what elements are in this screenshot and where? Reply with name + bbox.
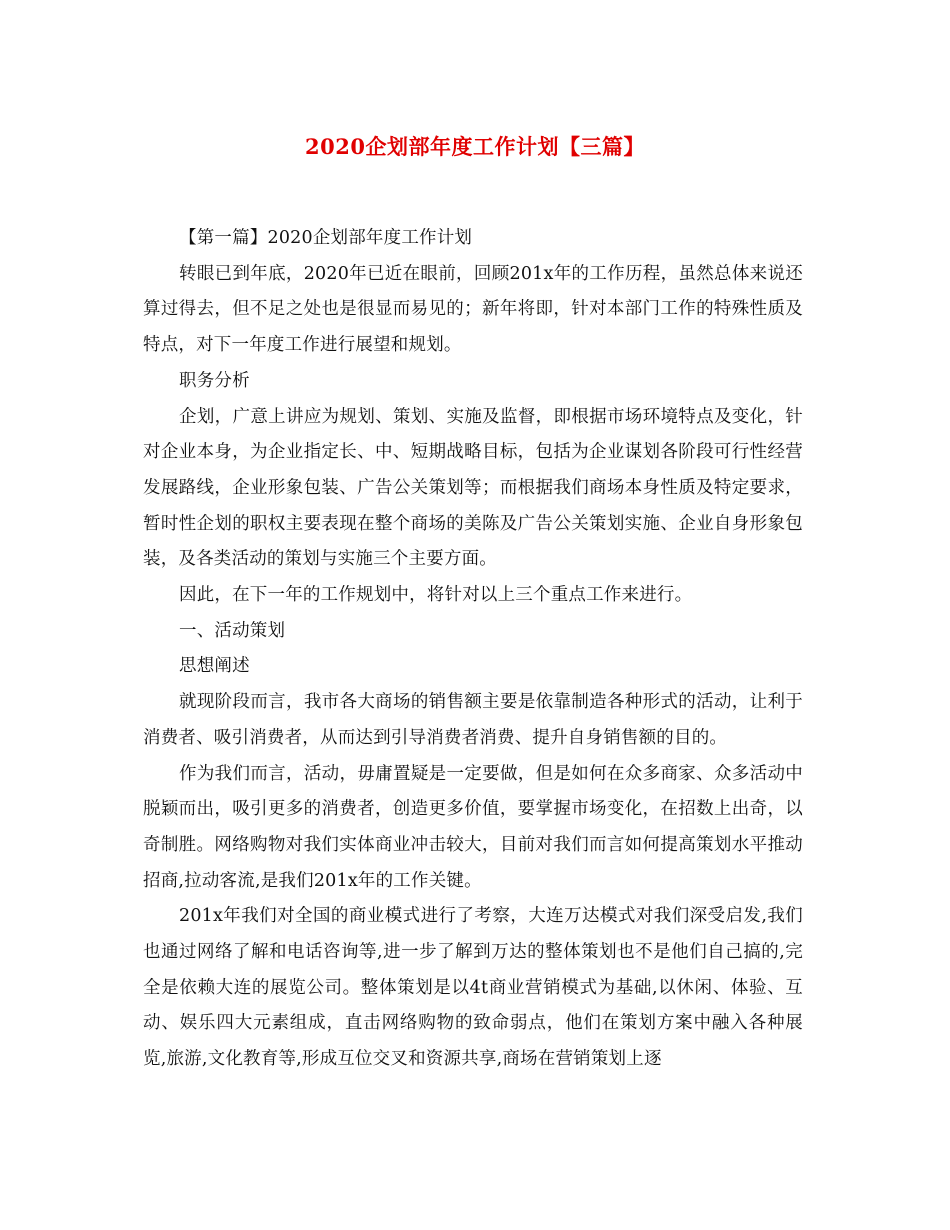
paragraph-business-model: 201x年我们对全国的商业模式进行了考察，大连万达模式对我们深受启发,我们也通过网络了解和电话咨询等,进一步了解到万达的整体策划也不是他们自己搞的,完全是依赖大连的展览公司。整体策划是以4t商业营销模式为基础,以休闲、体验、互动、娱乐四大元素组成，直击网络购物的致命弱点，他们在策划方案中融入各种展览,旅游,文化教育等,形成互位交叉和资源共享,商场在营销策划上逐 [143, 906, 803, 1070]
heading-thinking: 思想阐述 [179, 656, 250, 677]
paragraph-job-analysis: 企划，广意上讲应为规划、策划、实施及监督，即根据市场环境特点及变化，针对企业本身，为企业指定长、中、短期战略目标，包括为企业谋划各阶段可行性经营发展路线，企业形象包装、广告公关策划等；而根据我们商场本身性质及特定要求，暂时性企划的职权主要表现在整个商场的美陈及广告公关策划实施、企业自身形象包装，及各类活动的策划与实施三个主要方面。 [143, 406, 803, 570]
paragraph-current-stage: 就现阶段而言，我市各大商场的销售额主要是依靠制造各种形式的活动，让利于消费者、吸引消费者，从而达到引导消费者消费、提升自身销售额的目的。 [143, 692, 803, 748]
heading-event-planning: 一、活动策划 [179, 620, 286, 641]
section-heading-part-one: 【第一篇】2020企划部年度工作计划 [179, 228, 473, 248]
document-title: 2020企划部年度工作计划【三篇】 [305, 134, 645, 159]
paragraph-focus: 因此，在下一年的工作规划中，将针对以上三个重点工作来进行。 [179, 585, 693, 606]
document-body [143, 221, 803, 1078]
paragraph-intro: 转眼已到年底，2020年已近在眼前，回顾201x年的工作历程，虽然总体来说还算过得去，但不足之处也是很显而易见的；新年将即，针对本部门工作的特殊性质及特点，对下一年度工作进行展望和规划。 [143, 263, 803, 356]
heading-job-analysis: 职务分析 [179, 370, 250, 391]
paragraph-activities: 作为我们而言，活动，毋庸置疑是一定要做，但是如何在众多商家、众多活动中脱颖而出，吸引更多的消费者，创造更多价值，要掌握市场变化，在招数上出奇，以奇制胜。网络购物对我们实体商业冲击较大，目前对我们而言如何提高策划水平推动招商,拉动客流,是我们201x年的工作关键。 [143, 763, 803, 891]
